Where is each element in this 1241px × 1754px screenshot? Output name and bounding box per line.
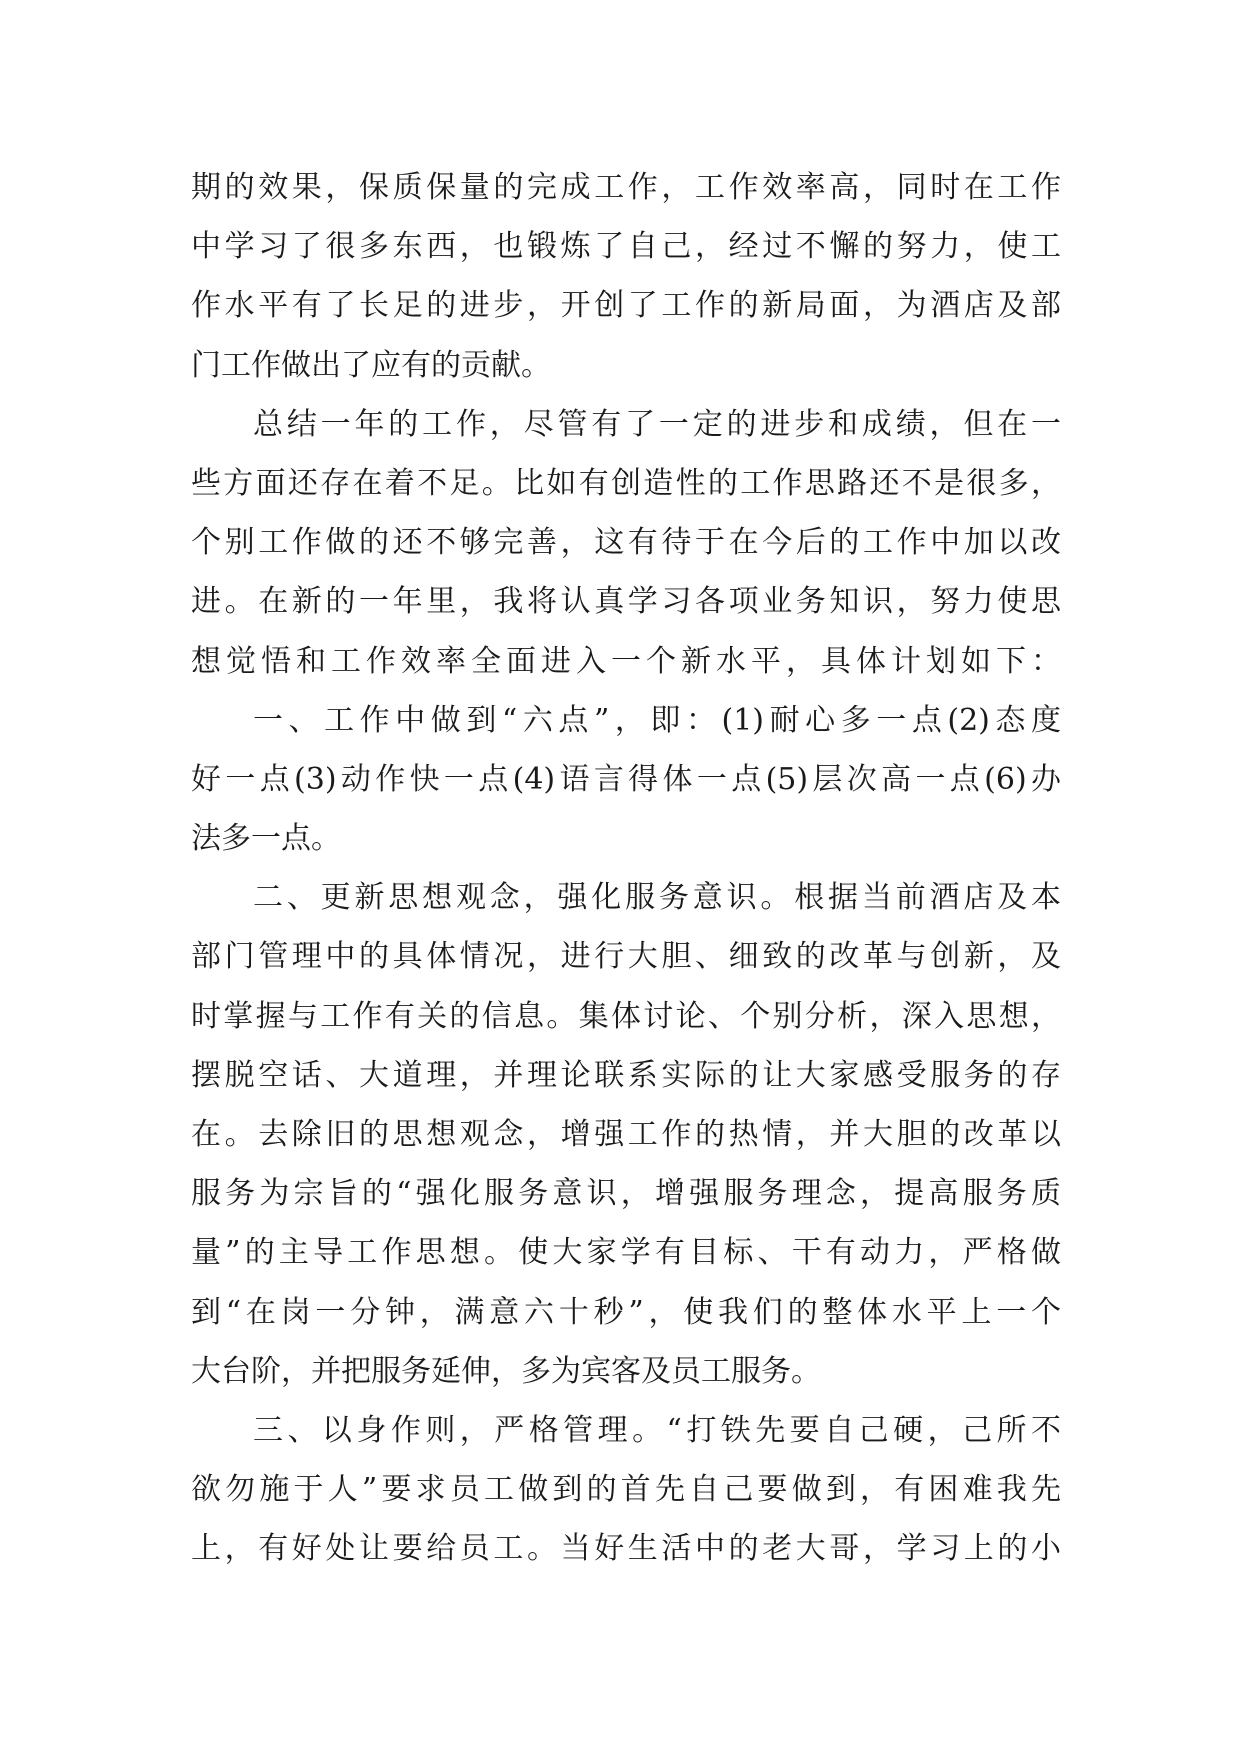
paragraph-3-line-2: 好一点(3)动作快一点(4)语言得体一点(5)层次高一点(6)办 [191,761,1061,797]
paragraph-5-line-3: 上，有好处让要给员工。当好生活中的老大哥，学习上的小 [191,1531,1061,1567]
paragraph-4-line-9: 大台阶，并把服务延伸，多为宾客及员工服务。 [191,1353,821,1389]
paragraph-4-line-4: 摆脱空话、大道理，并理论联系实际的让大家感受服务的存 [191,1057,1061,1093]
paragraph-4-line-3: 时掌握与工作有关的信息。集体讨论、个别分析，深入思想， [191,998,1061,1034]
paragraph-4-line-6: 服务为宗旨的“强化服务意识，增强服务理念，提高服务质 [191,1176,1061,1212]
paragraph-3-line-1: 一、工作中做到“六点”，即：(1)耐心多一点(2)态度 [253,702,1061,738]
paragraph-4-line-5: 在。去除旧的思想观念，增强工作的热情，并大胆的改革以 [191,1117,1061,1152]
paragraph-2-line-2: 些方面还存在着不足。比如有创造性的工作思路还不是很多， [191,465,1061,501]
document-body [191,158,1061,1579]
paragraph-1-line-4: 门工作做出了应有的贡献。 [191,347,551,383]
paragraph-2-line-5: 想觉悟和工作效率全面进入一个新水平，具体计划如下： [191,643,1061,679]
paragraph-4-line-2: 部门管理中的具体情况，进行大胆、细致的改革与创新，及 [191,939,1061,975]
paragraph-1-line-2: 中学习了很多东西，也锻炼了自己，经过不懈的努力，使工 [191,229,1061,265]
paragraph-4-line-8: 到“在岗一分钟，满意六十秒”，使我们的整体水平上一个 [191,1294,1061,1330]
paragraph-1-line-1: 期的效果，保质保量的完成工作，工作效率高，同时在工作 [191,170,1061,205]
paragraph-5-line-2: 欲勿施于人”要求员工做到的首先自己要做到，有困难我先 [191,1472,1061,1508]
paragraph-4-line-7: 量”的主导工作思想。使大家学有目标、干有动力，严格做 [191,1235,1061,1271]
paragraph-1-line-3: 作水平有了长足的进步，开创了工作的新局面，为酒店及部 [191,288,1061,324]
paragraph-5-line-1: 三、以身作则，严格管理。“打铁先要自己硬，己所不 [253,1412,1061,1448]
paragraph-2-line-4: 进。在新的一年里，我将认真学习各项业务知识，努力使思 [191,584,1061,620]
paragraph-2-line-1: 总结一年的工作，尽管有了一定的进步和成绩，但在一 [253,406,1061,442]
paragraph-3-line-3: 法多一点。 [191,821,341,857]
paragraph-4-line-1: 二、更新思想观念，强化服务意识。根据当前酒店及本 [253,880,1061,916]
paragraph-2-line-3: 个别工作做的还不够完善，这有待于在今后的工作中加以改 [191,525,1061,561]
